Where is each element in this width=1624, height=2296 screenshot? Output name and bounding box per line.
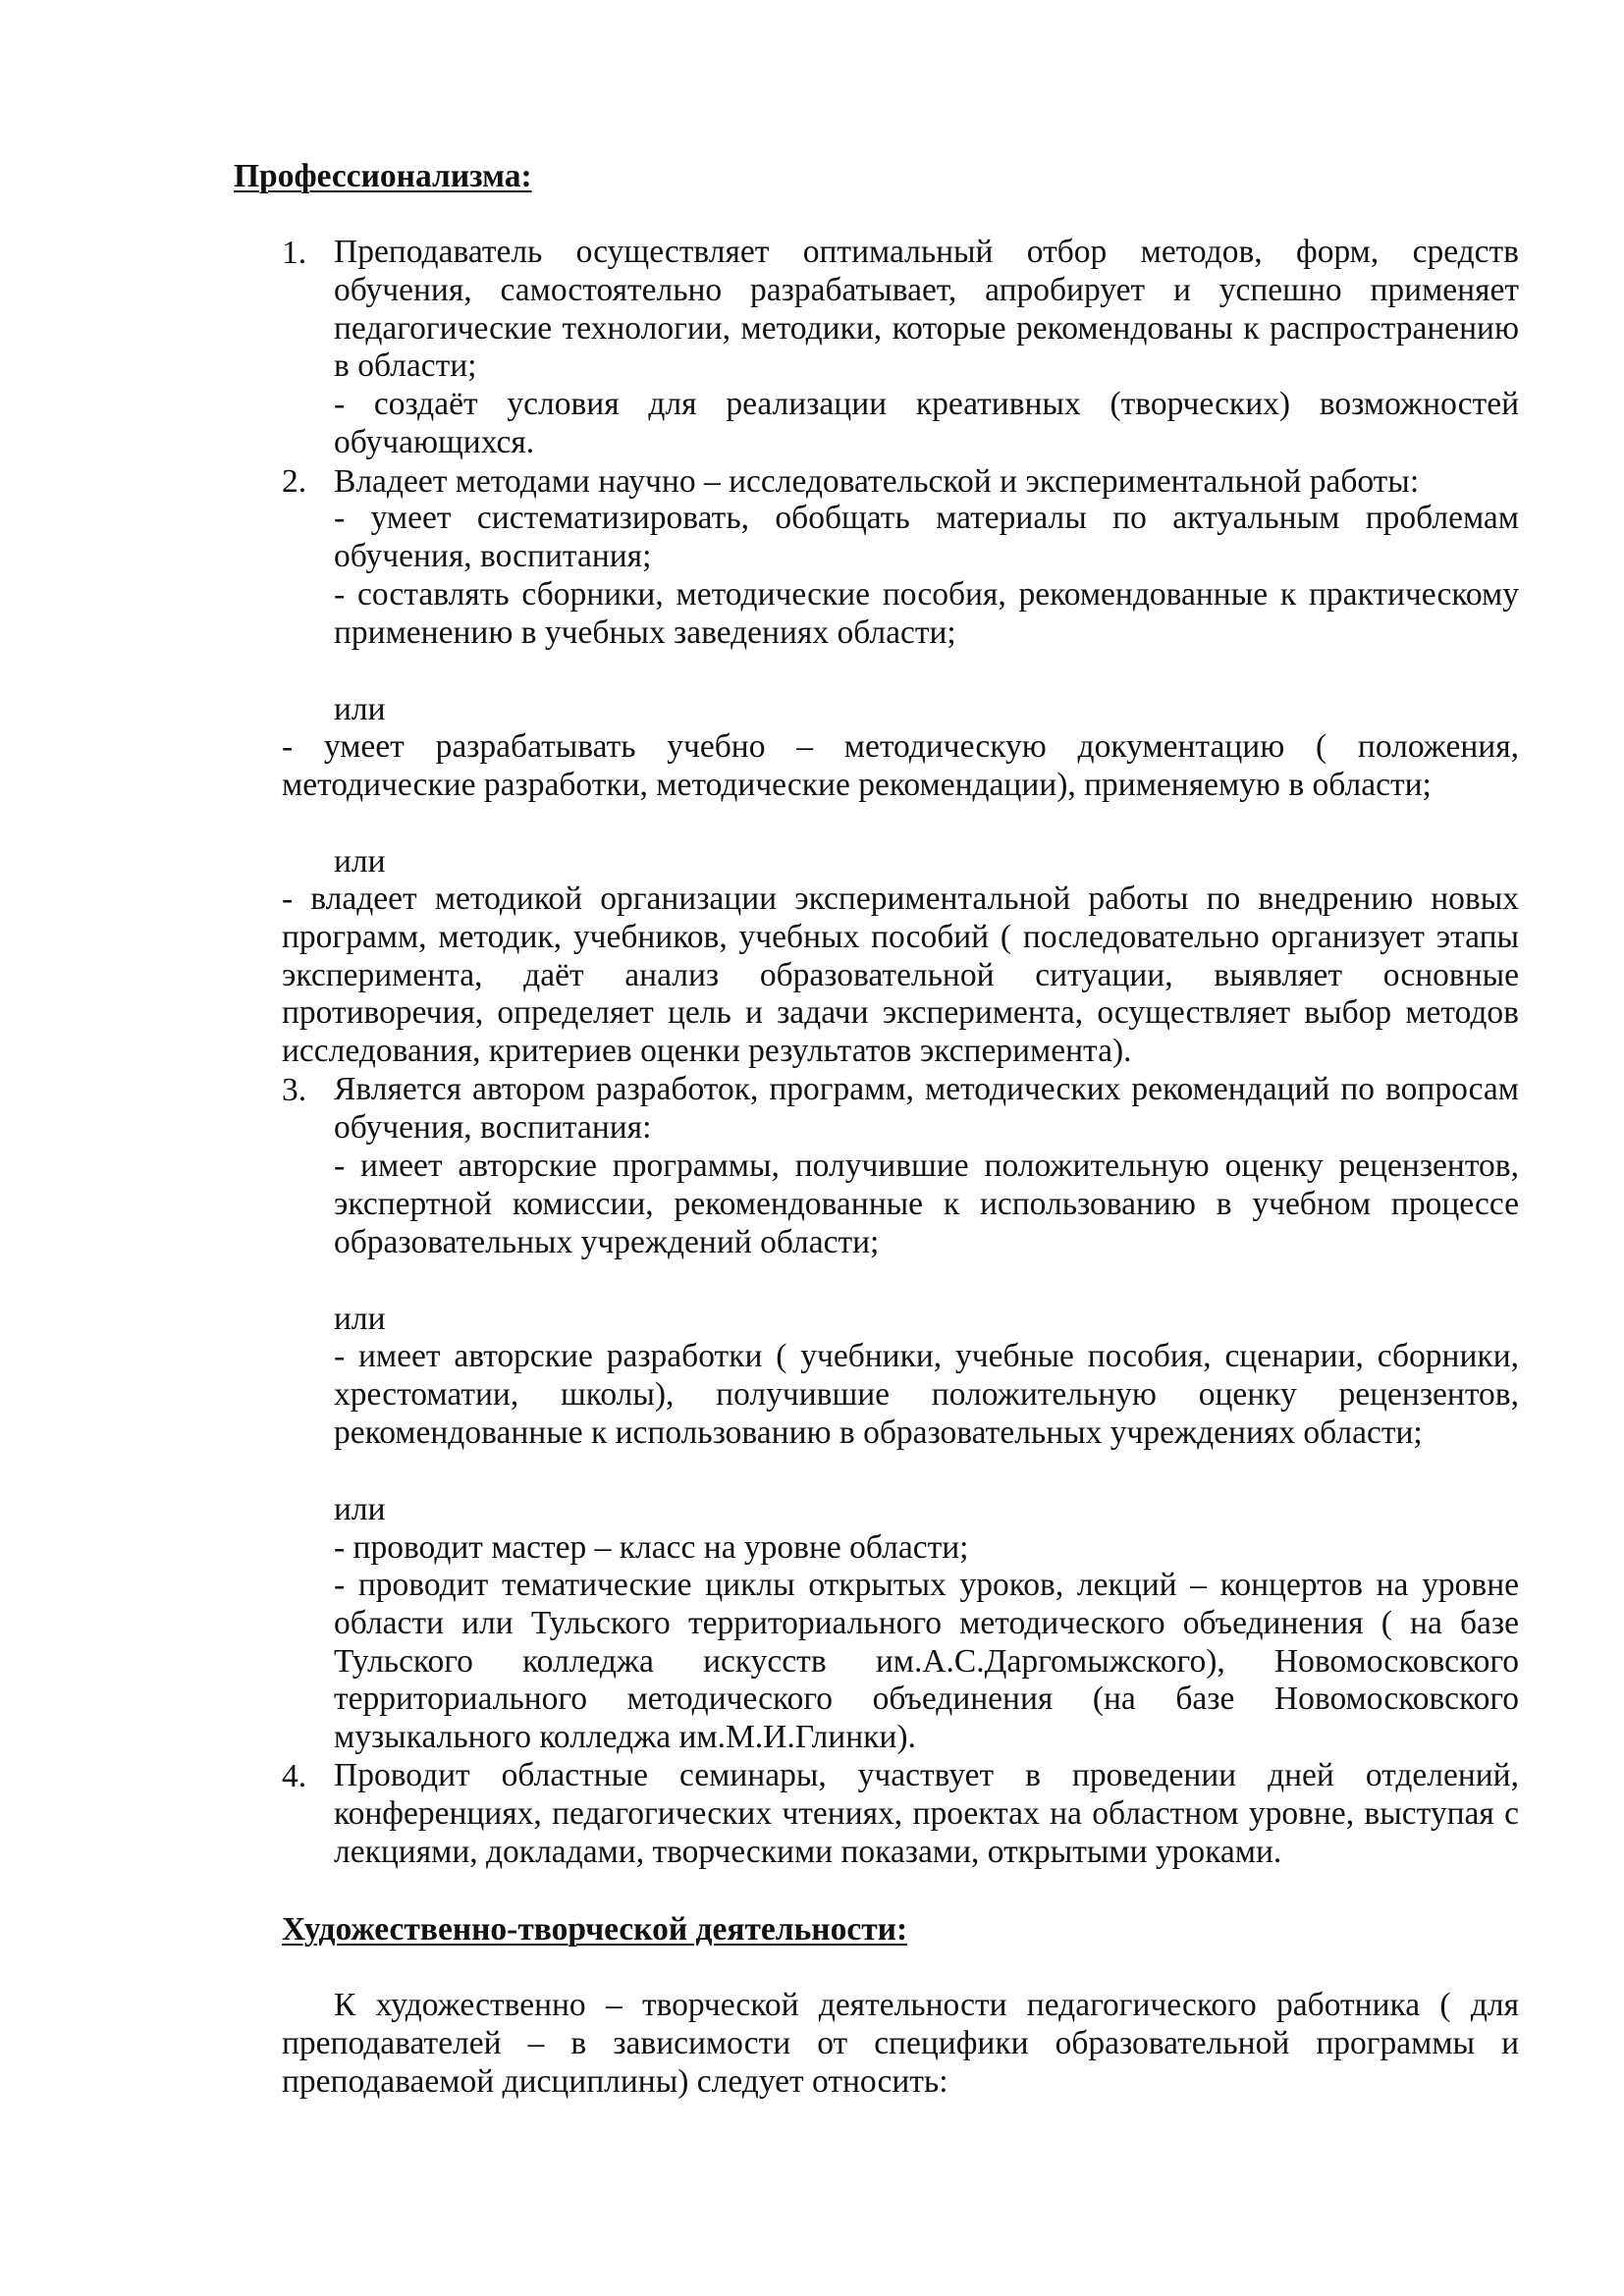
item-3-sub2-line: рекомендованные к использованию в образовательных учреждениях области; [334,1414,1423,1451]
item-3-sub2 [334,1338,1519,1452]
item-3-line: обучения, воспитания: [334,1108,652,1146]
item-3-sub4 [334,1567,1519,1757]
item-2-alt1-line: методические разработки, методические рекомендации), применяемую в области; [282,766,1432,803]
item-3-sub4-line: музыкального колледжа им.М.И.Глинки). [334,1719,916,1756]
item-4-line: Проводит областные семинары, участвует в проведении дней отделений, [334,1757,1519,1793]
item-3-sub1 [334,1148,1519,1261]
heading-professionalism: Профессионализма: [234,158,532,194]
item-3-sub2-line: хрестоматии, школы), получившие положительную оценку рецензентов, [334,1375,1519,1413]
item-2-sub1-line: обучения, воспитания; [334,537,652,574]
item-2-sub1-line: - умеет систематизировать, обобщать материалы по актуальным проблемам [334,500,1519,536]
item-3-sub2-line: - имеет авторские разработки ( учебники, учебные пособия, сценарии, сборники, [334,1338,1519,1374]
item-1-text [334,234,1519,386]
item-2-alt2-line: противоречия, определяет цель и задачи эксперимента, осуществляет выбор методов [282,994,1519,1032]
item-3-line: Является автором разработок, программ, методических рекомендаций по вопросам [334,1071,1519,1107]
item-number-3: 3. [282,1072,307,1108]
item-2-alt2-line: - владеет методикой организации экспериментальной работы по внедрению новых [282,881,1519,917]
item-2-sub2-line: - составлять сборники, методические пособия, рекомендованные к практическому [334,576,1519,613]
item-2-alt2 [282,881,1519,1071]
item-3-sub1-line: - имеет авторские программы, получившие положительную оценку рецензентов, [334,1148,1519,1184]
item-1-sub [334,386,1519,462]
item-1-line: Преподаватель осуществляет оптимальный отбор методов, форм, средств [334,234,1519,270]
item-3-sub1-line: экспертной комиссии, рекомендованные к использованию в учебном процессе [334,1185,1519,1222]
item-3-sub4-line: территориального методического объединения (на базе Новомосковского [334,1681,1519,1718]
final-paragraph-line: преподавателей – в зависимости от специфики образовательной программы и [282,2024,1519,2061]
item-3-sub4-line: - проводит тематические циклы открытых уроков, лекций – концертов на уровне [334,1567,1519,1603]
item-2-sub2-line: применению в учебных заведениях области; [334,614,956,651]
or-separator: или [334,1301,386,1337]
item-number-2: 2. [282,463,307,500]
final-paragraph-line: преподаваемой дисциплины) следует относить: [282,2062,948,2100]
item-2-sub1 [334,500,1519,576]
final-paragraph-line: К художественно – творческой деятельности педагогического работника ( для [334,1987,1519,2023]
item-3-text [334,1071,1519,1148]
item-4-line: конференциях, педагогических чтениях, проектах на областном уровне, выступая с [334,1794,1519,1832]
or-separator: или [334,843,386,880]
item-3-sub4-line: области или Тульского территориального методического объединения ( на базе [334,1604,1519,1641]
item-number-4: 4. [282,1758,307,1794]
item-4-text [334,1757,1519,1871]
item-4-line: лекциями, докладами, творческими показами, открытыми уроками. [334,1833,1282,1870]
item-1-sub-line: обучающихся. [334,423,535,460]
item-number-1: 1. [282,235,307,271]
item-1-line: педагогические технологии, методики, которые рекомендованы к распространению [334,309,1519,347]
item-2-alt1-line: - умеет разрабатывать учебно – методическую документацию ( положения, [282,728,1519,765]
heading-artistic-activity: Художественно-творческой деятельности: [282,1911,908,1948]
item-2-sub2 [334,576,1519,653]
item-1-sub-line: - создаёт условия для реализации креативных (творческих) возможностей [334,386,1519,422]
item-1-line: в области; [334,347,477,385]
item-2-alt1 [282,728,1519,805]
item-2-alt2-line: эксперимента, даёт анализ образовательной ситуации, выявляет основные [282,956,1519,993]
item-2-alt2-line: программ, методик, учебников, учебных пособий ( последовательно организует этапы [282,918,1519,955]
final-paragraph [282,1987,1519,2101]
item-3-sub4-line: Тульского колледжа искусств им.А.С.Даргомыжского), Новомосковского [334,1642,1519,1680]
item-3-sub1-line: образовательных учреждений области; [334,1223,880,1260]
item-2-alt2-line: исследования, критериев оценки результатов эксперимента). [282,1033,1132,1070]
or-separator: или [334,691,386,727]
or-separator: или [334,1491,386,1527]
item-2-text: Владеет методами научно – исследовательской и экспериментальной работы: [334,463,1420,500]
item-3-sub3: - проводит мастер – класс на уровне области; [334,1529,969,1566]
item-1-line: обучения, самостоятельно разрабатывает, апробирует и успешно применяет [334,271,1519,308]
